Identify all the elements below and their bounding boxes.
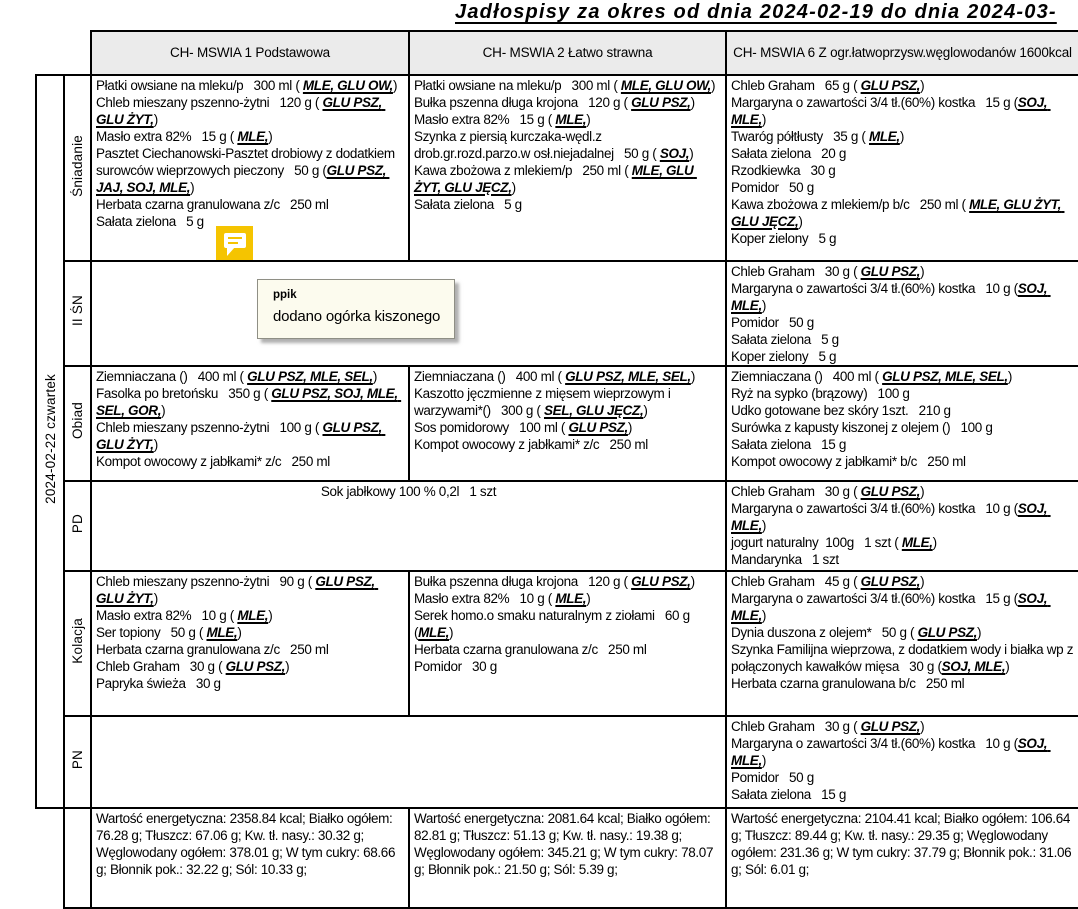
header-row	[36, 31, 1078, 75]
menu-item: Chleb Graham 30 g ( GLU PSZ,)	[731, 484, 925, 499]
menu-item: Udko gotowane bez skóry 1szt. 210 g	[731, 403, 951, 418]
menu-item: Chleb Graham 30 g ( GLU PSZ,)	[731, 719, 925, 734]
column-header-diet-3: CH- MSWIA 6 Z ogr.łatwoprzysw.węglowodanów 1600kcal	[726, 31, 1078, 75]
menu-item: Masło extra 82% 10 g ( MLE,)	[96, 608, 273, 623]
meal-row	[36, 571, 1078, 716]
nutrition-summary-text: Wartość energetyczna: 2081.64 kcal; Białko ogółem: 82.81 g; Tłuszcz: 51.13 g; Kw. tł. nasy.: 19.38 g; Węglowodany ogółem: 345.21 g; W tym cukry: 78.07 g; Błonnik pok.: 21.50 g; Sól: 5.39 g;	[414, 811, 714, 877]
menu-cell	[91, 716, 726, 808]
menu-cell	[726, 481, 1078, 571]
allergen-tag: MLE,	[237, 608, 269, 623]
menu-item: Kompot owocowy z jabłkami* b/c 250 ml	[731, 454, 966, 469]
allergen-tag: GLU PSZ, MLE, SEL,	[565, 369, 691, 384]
meal-label: II ŚN	[70, 295, 85, 327]
menu-item: Bułka pszenna długa krojona 120 g ( GLU PSZ,)	[414, 574, 695, 589]
allergen-tag: GLU PSZ,	[860, 574, 921, 589]
menu-item: Pomidor 50 g	[731, 180, 814, 195]
menu-item: Masło extra 82% 15 g ( MLE,)	[414, 112, 591, 127]
tooltip-text: dodano ogórka kiszonego	[273, 308, 441, 325]
meal-row	[36, 75, 1078, 261]
comment-tooltip	[257, 279, 455, 339]
header-spacer	[36, 31, 91, 75]
allergen-tag: MLE,	[206, 625, 238, 640]
allergen-tag: MLE,	[555, 591, 587, 606]
menu-cell	[726, 75, 1078, 261]
allergen-tag: GLU PSZ, GLU ŻYT,	[96, 95, 386, 127]
menu-item: Sałata zielona 15 g	[731, 437, 846, 452]
allergen-tag: GLU PSZ, MLE, SEL,	[247, 369, 373, 384]
menu-item: Kompot owocowy z jabłkami* z/c 250 ml	[96, 454, 330, 469]
meal-label-cell	[64, 481, 91, 571]
meal-label-cell	[64, 366, 91, 481]
menu-item: Sałata zielona 5 g	[414, 197, 522, 212]
menu-cell	[409, 571, 726, 716]
allergen-tag: GLU PSZ, GLU ŻYT,	[96, 420, 386, 452]
allergen-tag: GLU PSZ,	[631, 574, 691, 589]
menu-item: Masło extra 82% 10 g ( MLE,)	[414, 591, 591, 606]
nutrition-summary-cell	[726, 808, 1078, 908]
menu-item: Masło extra 82% 15 g ( MLE,)	[96, 129, 273, 144]
menu-item: Chleb mieszany pszenno-żytni 120 g ( GLU PSZ, GLU ŻYT,)	[96, 95, 386, 127]
menu-item: Pomidor 50 g	[731, 315, 814, 330]
allergen-tag: SOJ, MLE,	[731, 591, 1051, 623]
menu-cell	[726, 366, 1078, 481]
menu-item: Ziemniaczana () 400 ml ( GLU PSZ, MLE, SEL,)	[731, 369, 1012, 384]
menu-item: Margaryna o zawartości 3/4 tł.(60%) kostka 10 g (SOJ, MLE,)	[731, 501, 1051, 533]
menu-item: Ryż na sypko (brązowy) 100 g	[731, 386, 910, 401]
meal-row	[36, 716, 1078, 808]
meal-row	[36, 261, 1078, 366]
menu-item: Koper zielony 5 g	[731, 231, 837, 246]
menu-item: Sok jabłkowy 100 % 0,2l 1 szt	[320, 484, 497, 499]
menu-item: Twaróg półtłusty 35 g ( MLE,)	[731, 129, 904, 144]
menu-item: Sałata zielona 5 g	[96, 214, 204, 229]
menu-item: Sos pomidorowy 100 ml ( GLU PSZ,)	[414, 420, 633, 435]
menu-item: Herbata czarna granulowana z/c 250 ml	[96, 197, 329, 212]
menu-item: Kaszotto jęczmienne z mięsem wieprzowym i warzywami*() 300 g ( SEL, GLU JĘCZ,)	[414, 386, 674, 418]
allergen-tag: MLE, GLU OW,	[620, 78, 711, 93]
menu-item: Koper zielony 5 g	[731, 349, 837, 364]
meal-label: Obiad	[70, 402, 85, 440]
menu-item: Fasolka po bretońsku 350 g ( GLU PSZ, SOJ, MLE, SEL, GOR,)	[96, 386, 402, 418]
menu-item: Chleb Graham 30 g ( GLU PSZ,)	[96, 659, 290, 674]
menu-item: Margaryna o zawartości 3/4 tł.(60%) kostka 10 g (SOJ, MLE,)	[731, 736, 1051, 768]
menu-item: Herbata czarna granulowana b/c 250 ml	[731, 676, 965, 691]
menu-item: Kompot owocowy z jabłkami* z/c 250 ml	[414, 437, 648, 452]
allergen-tag: GLU PSZ,	[860, 78, 921, 93]
summary-label-cell	[64, 808, 91, 908]
summary-spacer	[36, 808, 64, 908]
allergen-tag: GLU PSZ,	[860, 719, 921, 734]
menu-item: Kawa zbożowa z mlekiem/p 250 ml ( MLE, GLU ŻYT, GLU JĘCZ,)	[414, 163, 697, 195]
meal-label: PN	[70, 749, 85, 770]
menu-item: Szynka Familijna wieprzowa, z dodatkiem wody i białka wp z połączonych kawałków mięsa 30 g (SOJ, MLE,)	[731, 642, 1077, 674]
menu-item: Pomidor 50 g	[731, 770, 814, 785]
allergen-tag: GLU PSZ,	[225, 659, 286, 674]
menu-item: Chleb Graham 45 g ( GLU PSZ,)	[731, 574, 925, 589]
summary-row	[36, 808, 1078, 908]
menu-item: Sałata zielona 20 g	[731, 146, 846, 161]
allergen-tag: SOJ, MLE,	[941, 659, 1006, 674]
menu-item: Margaryna o zawartości 3/4 tł.(60%) kostka 15 g (SOJ, MLE,)	[731, 95, 1051, 127]
allergen-tag: SOJ, MLE,	[731, 281, 1051, 313]
allergen-tag: MLE,	[237, 129, 269, 144]
tooltip-author: ppik	[273, 289, 297, 301]
menu-cell	[409, 366, 726, 481]
menu-item: Sałata zielona 15 g	[731, 787, 846, 802]
allergen-tag: MLE,	[555, 112, 587, 127]
meal-label-cell	[64, 716, 91, 808]
nutrition-summary-cell	[91, 808, 409, 908]
meal-row	[36, 366, 1078, 481]
allergen-tag: GLU PSZ, GLU ŻYT,	[96, 574, 379, 606]
allergen-tag: MLE,	[418, 625, 450, 640]
menu-item: Papryka świeża 30 g	[96, 676, 221, 691]
nutrition-summary-text: Wartość energetyczna: 2358.84 kcal; Białko ogółem: 76.28 g; Tłuszcz: 67.06 g; Kw. tł. nasy.: 30.32 g; Węglowodany ogółem: 378.01 g; W tym cukry: 68.66 g; Błonnik pok.: 32.22 g; Sól: 10.33 g;	[96, 811, 396, 877]
allergen-tag: GLU PSZ, JAJ, SOJ, MLE,	[96, 163, 390, 195]
menu-item: Szynka z piersią kurczaka-wędl.z drob.gr.rozd.parzo.w osł.niejadalnej 50 g ( SOJ,)	[414, 129, 694, 161]
allergen-tag: GLU PSZ,	[860, 264, 921, 279]
menu-item: Herbata czarna granulowana z/c 250 ml	[96, 642, 329, 657]
menu-item: Bułka pszenna długa krojona 120 g ( GLU PSZ,)	[414, 95, 695, 110]
allergen-tag: SOJ, MLE,	[731, 501, 1051, 533]
menu-cell	[726, 571, 1078, 716]
allergen-tag: GLU PSZ,	[860, 484, 921, 499]
column-header-diet-2: CH- MSWIA 2 Łatwo strawna	[409, 31, 726, 75]
date-cell	[36, 75, 64, 808]
allergen-tag: GLU PSZ, SOJ, MLE, SEL, GOR,	[96, 386, 402, 418]
allergen-tag: SOJ,	[659, 146, 690, 161]
allergen-tag: MLE,	[868, 129, 900, 144]
menu-item: Mandarynka 1 szt	[731, 552, 839, 567]
menu-cell	[726, 261, 1078, 366]
meal-row	[36, 481, 1078, 571]
menu-item: Chleb Graham 30 g ( GLU PSZ,)	[731, 264, 925, 279]
menu-item: Kawa zbożowa z mlekiem/p b/c 250 ml ( MLE, GLU ŻYT, GLU JĘCZ,)	[731, 197, 1065, 229]
allergen-tag: GLU PSZ,	[631, 95, 691, 110]
menu-item: Sałata zielona 5 g	[731, 332, 839, 347]
meal-label-cell	[64, 75, 91, 261]
menu-cell	[91, 366, 409, 481]
allergen-tag: SOJ, MLE,	[731, 95, 1051, 127]
menu-cell	[726, 716, 1078, 808]
meal-label: PD	[70, 513, 85, 534]
menu-item: Ser topiony 50 g ( MLE,)	[96, 625, 242, 640]
allergen-tag: GLU PSZ,	[568, 420, 628, 435]
speech-bubble-icon	[216, 226, 253, 260]
menu-item: Rzodkiewka 30 g	[731, 163, 836, 178]
menu-item: Dynia duszona z olejem* 50 g ( GLU PSZ,)	[731, 625, 982, 640]
menu-item: Pasztet Ciechanowski-Pasztet drobiowy z dodatkiem surowców wieprzowych pieczony 50 g (GLU PSZ, JAJ, SOJ, MLE,)	[96, 146, 399, 195]
allergen-tag: GLU PSZ,	[917, 625, 978, 640]
menu-item: Margaryna o zawartości 3/4 tł.(60%) kostka 15 g (SOJ, MLE,)	[731, 591, 1051, 623]
meal-label-cell	[64, 261, 91, 366]
menu-item: Ziemniaczana () 400 ml ( GLU PSZ, MLE, SEL,)	[96, 369, 377, 384]
nutrition-summary-cell	[409, 808, 726, 908]
date-label: 2024-02-22 czwartek	[42, 374, 58, 504]
comment-icon[interactable]	[216, 226, 253, 260]
menu-item: Chleb mieszany pszenno-żytni 100 g ( GLU PSZ, GLU ŻYT,)	[96, 420, 386, 452]
allergen-tag: SEL, GLU JĘCZ,	[543, 403, 644, 418]
menu-table	[35, 30, 1078, 909]
meal-label: Śniadanie	[70, 134, 85, 197]
menu-item: Serek homo.o smaku naturalnym z ziołami 60 g (MLE,)	[414, 608, 694, 640]
meal-label: Kolacja	[70, 618, 85, 664]
meal-label-cell	[64, 571, 91, 716]
menu-item: jogurt naturalny 100g 1 szt ( MLE,)	[731, 535, 937, 550]
menu-item: Surówka z kapusty kiszonej z olejem () 100 g	[731, 420, 993, 435]
allergen-tag: SOJ, MLE,	[731, 736, 1051, 768]
menu-item: Chleb Graham 65 g ( GLU PSZ,)	[731, 78, 925, 93]
menu-cell	[91, 481, 726, 571]
allergen-tag: MLE, GLU ŻYT, GLU JĘCZ,	[731, 197, 1065, 229]
menu-cell	[91, 571, 409, 716]
menu-item: Pomidor 30 g	[414, 659, 497, 674]
menu-item: Płatki owsiane na mleku/p 300 ml ( MLE, GLU OW,)	[96, 78, 398, 93]
allergen-tag: MLE,	[901, 535, 933, 550]
column-header-diet-1: CH- MSWIA 1 Podstawowa	[91, 31, 409, 75]
allergen-tag: MLE, GLU ŻYT, GLU JĘCZ,	[414, 163, 697, 195]
menu-item: Herbata czarna granulowana z/c 250 ml	[414, 642, 647, 657]
page-title: Jadłospisy za okres od dnia 2024-02-19 do dnia 2024-03-	[455, 1, 1057, 23]
menu-cell	[409, 75, 726, 261]
allergen-tag: MLE, GLU OW,	[302, 78, 393, 93]
menu-item: Płatki owsiane na mleku/p 300 ml ( MLE, GLU OW,)	[414, 78, 716, 93]
nutrition-summary-text: Wartość energetyczna: 2104.41 kcal; Białko ogółem: 106.64 g; Tłuszcz: 89.44 g; Kw. tł. nasy.: 29.35 g; Węglowodany ogółem: 231.36 g; W tym cukry: 37.79 g; Błonnik pok.: 31.06 g; Sól: 6.01 g;	[731, 811, 1072, 877]
menu-item: Ziemniaczana () 400 ml ( GLU PSZ, MLE, SEL,)	[414, 369, 695, 384]
menu-item: Margaryna o zawartości 3/4 tł.(60%) kostka 10 g (SOJ, MLE,)	[731, 281, 1051, 313]
menu-item: Chleb mieszany pszenno-żytni 90 g ( GLU PSZ, GLU ŻYT,)	[96, 574, 379, 606]
allergen-tag: GLU PSZ, MLE, SEL,	[882, 369, 1008, 384]
